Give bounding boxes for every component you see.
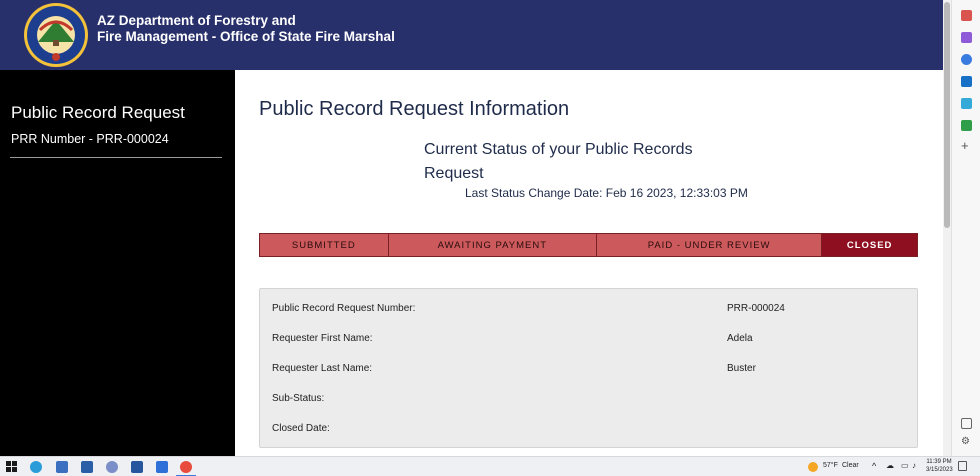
edge-icon[interactable] [30, 461, 42, 473]
scrollbar-thumb[interactable] [944, 2, 950, 228]
status-path [259, 233, 918, 257]
chevron-up-icon[interactable]: ^ [872, 461, 877, 471]
volume-icon[interactable]: ♪ [912, 461, 916, 470]
path-step-awaiting-payment[interactable]: AWAITING PAYMENT [389, 234, 597, 256]
clock-date: 3/15/2023 [926, 467, 953, 473]
detail-label: Sub-Status: [272, 393, 325, 404]
tree-icon[interactable] [961, 120, 972, 131]
browser-side-panel [951, 0, 980, 456]
cloud-icon[interactable]: ☁ [886, 461, 894, 470]
agency-name-line1: AZ Department of Forestry and [97, 13, 296, 28]
paint-app-icon[interactable] [180, 461, 192, 473]
detail-value: PRR-000024 [727, 303, 785, 314]
last-status-change-date: Last Status Change Date: Feb 16 2023, 12:33:03 PM [465, 186, 748, 200]
send-icon[interactable] [961, 98, 972, 109]
sidebar [0, 70, 235, 456]
windows-start-icon[interactable] [6, 461, 18, 473]
add-icon[interactable]: + [961, 138, 969, 153]
detail-label: Requester First Name: [272, 333, 373, 344]
vpn-icon[interactable] [131, 461, 143, 473]
main-content [235, 70, 943, 456]
store-icon[interactable] [81, 461, 93, 473]
page-title: Public Record Request Information [259, 98, 570, 120]
outlook-icon[interactable] [961, 76, 972, 87]
games-icon[interactable] [961, 54, 972, 65]
split-screen-icon[interactable] [961, 418, 972, 429]
detail-label: Requester Last Name: [272, 363, 373, 374]
path-step-paid-under-review[interactable]: PAID - UNDER REVIEW [597, 234, 822, 256]
status-heading-line1: Current Status of your Public Records [424, 141, 693, 158]
clock[interactable] [926, 458, 952, 474]
windows-taskbar [0, 456, 980, 476]
mail-icon[interactable] [56, 461, 68, 473]
notifications-icon[interactable] [958, 461, 967, 471]
settings-gear-icon[interactable]: ⚙ [961, 436, 970, 447]
page-scrollbar[interactable] [943, 0, 951, 456]
detail-value: Adela [727, 333, 753, 344]
detail-label: Closed Date: [272, 423, 330, 434]
path-step-closed[interactable]: CLOSED [822, 234, 917, 256]
weather-condition[interactable]: Clear [842, 462, 859, 469]
detail-value: Buster [727, 363, 756, 374]
sidebar-divider [10, 157, 222, 158]
weather-icon[interactable] [808, 462, 818, 472]
kayak-icon[interactable] [156, 461, 168, 473]
prr-number: PRR Number - PRR-000024 [11, 132, 169, 146]
details-panel [259, 288, 918, 448]
shopping-icon[interactable] [961, 10, 972, 21]
network-icon[interactable]: ▭ [901, 461, 909, 470]
settings-app-icon[interactable] [106, 461, 118, 473]
status-heading [424, 138, 744, 186]
agency-name-line2: Fire Management - Office of State Fire Marshal [97, 29, 395, 44]
agency-seal-logo[interactable] [22, 2, 90, 68]
sidebar-title: Public Record Request [11, 103, 185, 122]
site-header [0, 0, 943, 70]
path-step-submitted[interactable]: SUBMITTED [260, 234, 389, 256]
detail-label: Public Record Request Number: [272, 303, 416, 314]
tools-icon[interactable] [961, 32, 972, 43]
agency-name [97, 13, 395, 45]
weather-temperature[interactable]: 57°F [823, 462, 838, 469]
clock-time: 11:39 PM [926, 459, 952, 465]
status-heading-line2: Request [424, 165, 484, 182]
